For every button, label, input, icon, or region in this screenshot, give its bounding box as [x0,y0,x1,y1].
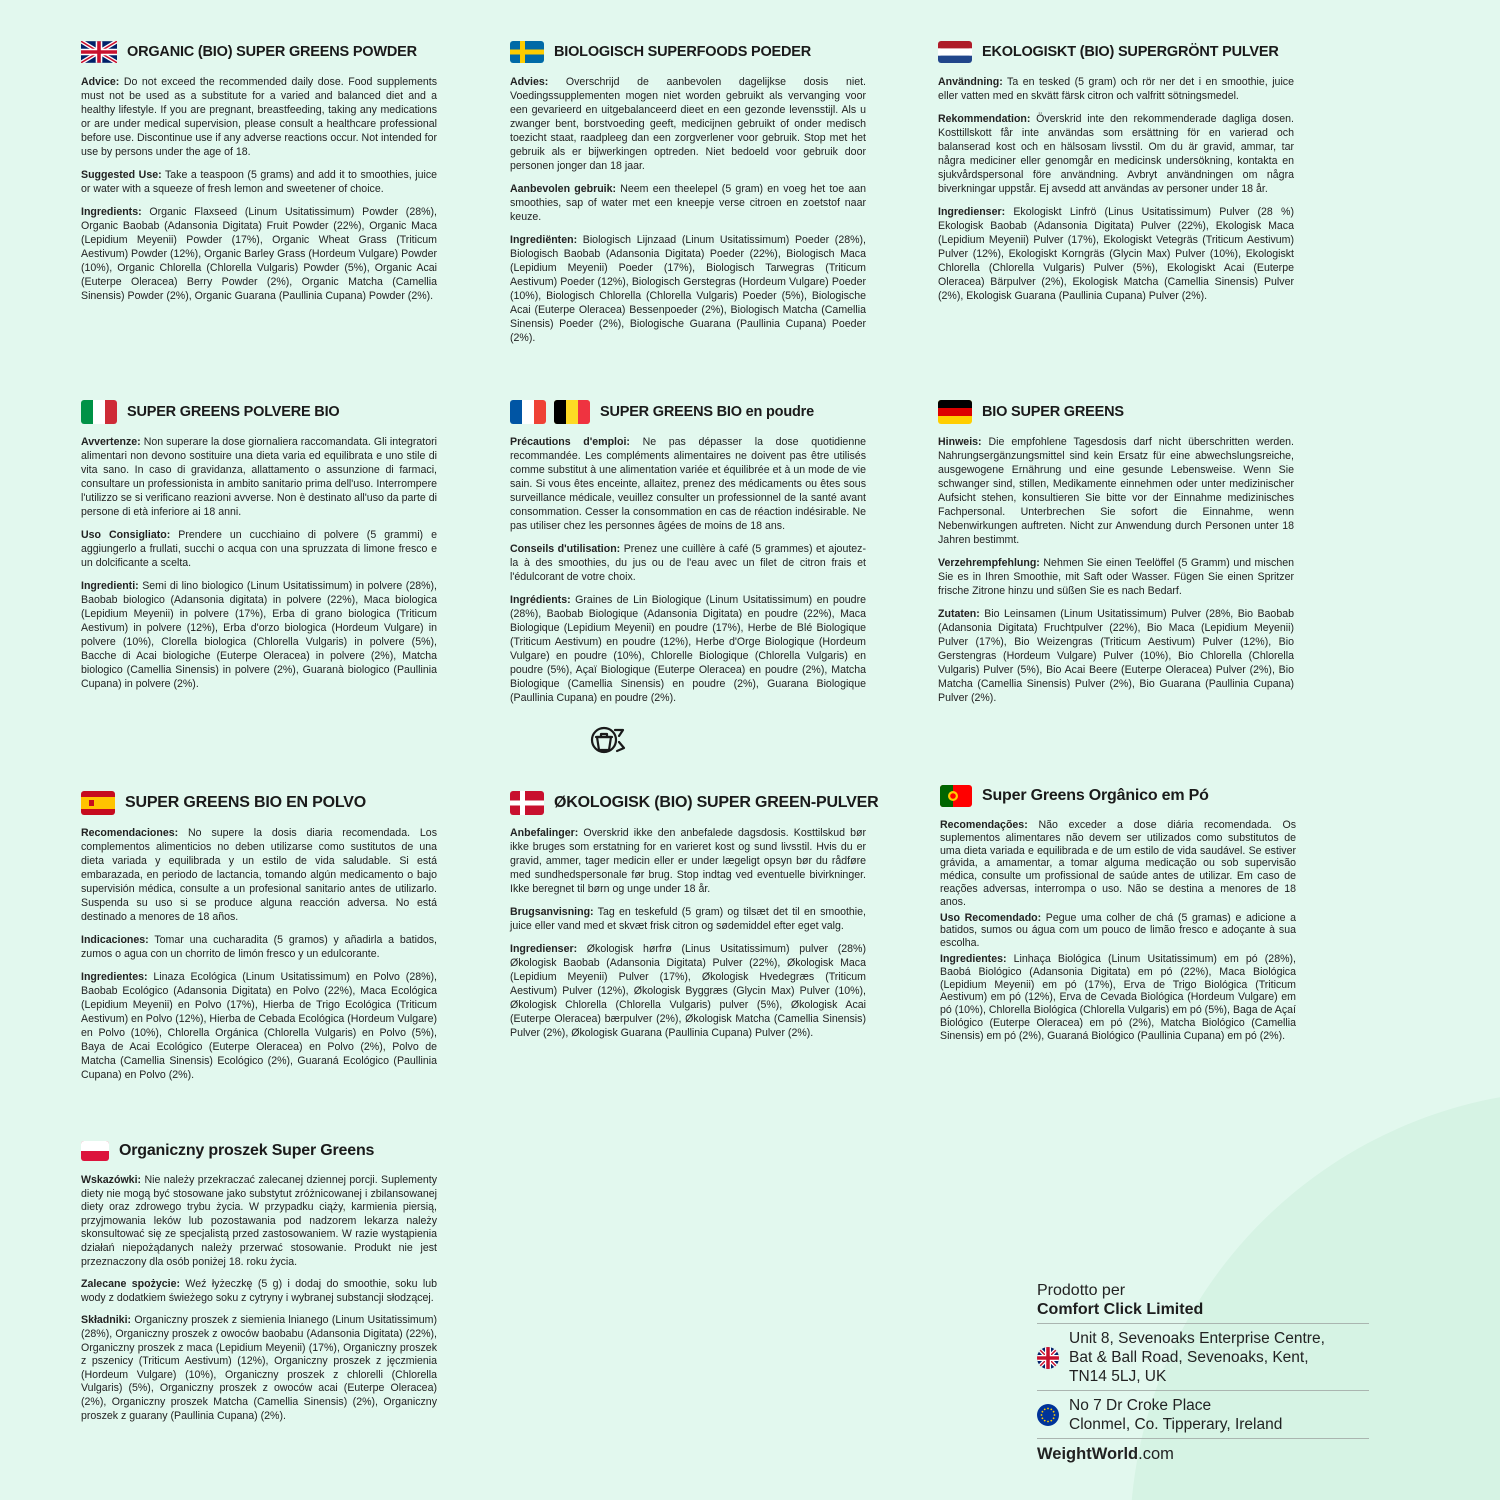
usage-paragraph: Zalecane spożycie: Weź łyżeczkę (5 g) i dodaj do smoothie, soku lub wody z dodatkiem świeżego soku z cytryny i wybranej substancji słodzącej. [81,1278,437,1304]
ingredients-paragraph: Zutaten: Bio Leinsamen (Linum Usitatissimum) Pulver (28%, Bio Baobab (Adansonia Digitata) Fruchtpulver (22%), Bio Maca (Lepidium Meyenii) Pulver (17%), Bio Weizengras (Triticum Aestivum) Pulver (12%), Bio Gerstengras (Hordeum Vulgare) Pulver (10%), Bio Chlorella (Chlorella Vulgaris) Pulver (5%), Bio Acai Beere (Euterpe Oleracea) Pulver (2%), Bio Matcha (Camellia Sinensis) Pulver (2%), Bio Guarana (Paullinia Cupana) Pulver (2%). [938,608,1294,704]
ingredients-paragraph: Ingredienser: Ekologiskt Linfrö (Linus Usitatissimum) Pulver (28 %) Ekologisk Baobab (Adansonia Digitata) Pulver (22%), Ekologisk Maca (Lepidium Meyenii) Pulver (17%), Ekologiskt Vetegräs (Triticum Aestivum) Pulver (12%), Ekologiskt Korngräs (Glycin Max) Pulver (10%), Ekologiskt Chlorella (Chlorella Vulgaris) Pulver (5%), Ekologiskt Acai (Euterpe Oleracea) Bärpulver (2%), Ekologisk Matcha (Camellia Sinensis) Pulver (2%), Ekologisk Guarana (Paullinia Cupana) Pulver (2%). [938,206,1294,302]
section-nl [510,39,866,354]
ingredients-paragraph: Ingredientes: Linaza Ecológica (Linum Usitatissimum) en Polvo (28%), Baobab Ecológico (Adansonia Digitata) en Polvo (22%), Maca Ecológica (Lepidium Meyenii) en Polvo (17%), Hierba de Trigo Ecológica (Triticum Aestivum) en Polvo (12%), Hierba de Cebada Ecológica (Hordeum Vulgare) en Polvo (10%), Chlorella Orgánica (Chlorella Vulgaris) en Polvo (5%), Baya de Acai Ecológico (Euterpe Oleracea) en Polvo (2%), Polvo de Matcha (Camellia Sinensis) Ecológico (2%), Guaraná Ecológico (Paullinia Cupana) en Polvo (2%). [81,971,437,1081]
advice-paragraph: Advice: Do not exceed the recommended daily dose. Food supplements must not be used as a substitute for a varied and balanced diet and a healthy lifestyle. If you are pregnant, breastfeeding, taking any medications or are under medical supervision, please consult a healthcare professional before use. Discontinue use if any adverse reactions occur. Not intended for use by persons under the age of 18. [81,76,437,158]
section-da [510,790,879,1049]
eu-flag-icon [1037,1404,1059,1426]
address-line: Bat & Ball Road, Sevenoaks, Kent, [1069,1349,1309,1366]
belgium-flag-icon [554,400,590,424]
advice-paragraph: Rekommendation: Överskrid inte den rekommenderade dagliga dosen. Kosttillskott får inte användas som ersättning för en varierad och balanserad kost och en hälsosam livsstil. Om du är gravid, ammar, tar några mediciner eller genomgår en medicinsk undersökning, kontakta en sjukvårdspersonal före användning. Avbryt användningen om några biverkningar uppstår. Ej avsedd att användas av personer under 18 år. [938,113,1294,195]
france-flag-icon [510,400,546,424]
ingredients-paragraph: Ingredienti: Semi di lino biologico (Linum Usitatissimum) in polvere (28%), Baobab biologico (Adansonia digitata) in polvere (22%), Maca biologica (Lepidium Meyenii) in polvere (17%), Erba di grano biologica (Triticum Aestivum) in polvere (12%), Erba d'orzo biologica (Hordeum Vulgare) in polvere (10%), Clorella biologica (Chlorella Vulgaris) in polvere (5%), Bacche di Acai biologiche (Euterpe Oleracea) in polvere (2%), Matcha biologico (Camellia Sinensis) in polvere (2%), Guaranà biologico (Paullinia Cupana) in polvere (2%). [81,580,437,690]
section-title: ORGANIC (BIO) SUPER GREENS POWDER [127,44,417,60]
section-header [510,399,866,425]
produced-by-label: Prodotto per [1037,1282,1126,1299]
section-header [510,790,879,816]
advice-paragraph: Wskazówki: Nie należy przekraczać zalecanej dziennej porcji. Suplementy diety nie mogą być stosowane jako substytut zróżnicowanej i zbilansowanej diety oraz zdrowego trybu życia. W przypadku ciąży, karmienia piersią, przyjmowania leków lub pozostawania pod nadzorem lekarza należy skonsultować się ze specjalistą przed zastosowaniem. W razie wystąpienia działań niepożądanych należy przerwać stosowanie. Produkt nie jest przeznaczony dla osób poniżej 18. roku życia. [81,1174,437,1268]
uk-flag-icon [81,41,117,63]
section-es [81,790,437,1091]
advice-paragraph: Hinweis: Die empfohlene Tagesdosis darf nicht überschritten werden. Nahrungsergänzungsmittel sind kein Ersatz für eine abwechslungsreiche, ausgewogene Ernährung und eine gesunde Lebensweise. Wenn Sie schwanger sind, stillen, Medikamente einnehmen oder unter medizinischer Aufsicht stehen, konsultieren Sie bitte vor der Einnahme medizinisches Fachpersonal. Unterbrechen Sie sofort die Einnahme, wenn Nebenwirkungen auftreten. Nicht zur Anwendung durch Personen unter 18 Jahren bestimmt. [938,436,1294,546]
address-line: Clonmel, Co. Tipperary, Ireland [1069,1416,1283,1433]
section-title: SUPER GREENS BIO EN POLVO [125,794,366,811]
section-pt [940,783,1296,1052]
usage-paragraph: Verzehrempfehlung: Nehmen Sie einen Teelöffel (5 Gramm) und mischen Sie es in Ihren Smoothie, mit Saft oder Wasser. Fügen Sie einen Spritzer frische Zitrone hinzu und süßen Sie es nach Bedarf. [938,557,1294,597]
section-header [940,783,1296,809]
ingredients-paragraph: Ingredients: Organic Flaxseed (Linum Usitatissimum) Powder (28%), Organic Baobab (Adansonia Digitata) Fruit Powder (22%), Organic Maca (Lepidium Meyenii) Powder (17%), Organic Wheat Grass (Triticum Aestivum) Powder (12%), Organic Barley Grass (Hordeum Vulgare) Powder (10%), Organic Chlorella (Chlorella Vulgaris) Powder (5%), Organic Acai (Euterpe Oleracea) Berry Powder (2%), Organic Matcha (Camellia Sinensis) Powder (2%), Organic Guarana (Paullinia Cupana) Powder (2%). [81,206,437,302]
manufacturer-footer [1037,1281,1369,1464]
ingredients-paragraph: Składniki: Organiczny proszek z siemienia lnianego (Linum Usitatissimum) (28%), Organiczny proszek z owoców baobabu (Adansonia Digitata) (22%), Organiczny proszek z maca (Lepidium Meyenii) (17%), Organiczny proszek z pszenicy (Triticum Aestivum) (12%), Organiczny proszek z jęczmienia (Hordeum Vulgare) (10%), Organiczny proszek z chlorelli (Chlorella Vulgaris) (5%), Organiczny proszek z owoców acai (Euterpe Oleracea) (2%), Organiczny proszek Matcha (Camellia Sinensis) (2%), Organiczny proszek z guarany (Paullinia Cupana) (2%). [81,1314,437,1422]
address-line: No 7 Dr Croke Place [1069,1397,1212,1414]
address-line: TN14 5LJ, UK [1069,1368,1167,1385]
usage-paragraph: Uso Consigliato: Prendere un cucchiaino di polvere (5 grammi) e aggiungerlo a frullati, succhi o acqua con una spruzzata di limone fresco e un dolcificante a scelta. [81,529,437,569]
website-link[interactable]: WeightWorld.com [1037,1438,1369,1464]
usage-paragraph: Aanbevolen gebruik: Neem een theelepel (5 gram) en voeg het toe aan smoothies, sap of water met een kneepje verse citroen en zoetstof naar keuze. [510,183,866,223]
italy-flag-icon [81,400,117,424]
germany-flag-icon [938,400,972,424]
usage-paragraph: Brugsanvisning: Tag en teskefuld (5 gram) og tilsæt det til en smoothie, juice eller vand med et skvæt frisk citron og sødemiddel efter eget valg. [510,906,866,932]
company-name: Comfort Click Limited [1037,1301,1204,1318]
advice-paragraph: Recomendações: Não exceder a dose diária recomendada. Os suplementos alimentares não devem ser utilizados como substitutos de uma dieta variada e equilibrada e de um estilo de vida saudável. Se estiver grávida, a amamentar, a tomar alguma medicação ou sob supervisão médica, consulte um profissional de saúde antes de utilizar. Em caso de reações adversas, interrompa o uso. Não se destina a menores de 18 anos. [940,819,1296,908]
usage-paragraph: Suggested Use: Take a teaspoon (5 grams) and add it to smoothies, juice or water with a squeeze of fresh lemon and sweetener of choice. [81,169,438,195]
section-header [81,39,437,65]
section-it [81,399,437,700]
section-title: BIOLOGISCH SUPERFOODS POEDER [554,44,812,60]
section-header [938,399,1294,425]
recycle-bin-icon [590,724,626,763]
section-sv [938,39,1294,312]
section-header [81,1138,437,1164]
section-en [81,39,437,312]
ingredients-paragraph: Ingredientes: Linhaça Biológica (Linum Usitatissimum) em pó (28%), Baobá Biológico (Adansonia Digitata) em pó (22%), Maca Biológica (Lepidium Meyenii) em pó (17%), Erva de Trigo Biológica (Triticum Aestivum) em pó (12%), Erva de Cevada Biológica (Hordeum Vulgare) em pó (10%), Chlorella Biológica (Chlorella Vulgaris) em pó (5%), Baga de Açaí Biológico (Euterpe Oleracea) em pó (2%), Matcha Biológico (Camellia Sinensis) em pó (2%), Guaraná Biológico (Paullinia Cupana) em pó (2%). [940,952,1296,1042]
section-title: Super Greens Orgânico em Pó [982,787,1209,804]
uk-round-flag-icon [1037,1347,1059,1369]
usage-paragraph: Användning: Ta en tesked (5 gram) och rör ner det i en smoothie, juice eller vatten med en skvätt färsk citron och valfritt sötningsmedel. [938,76,1294,102]
section-pl [81,1138,437,1432]
section-title: BIO SUPER GREENS [982,404,1124,420]
section-title: SUPER GREENS POLVERE BIO [127,404,340,420]
advice-paragraph: Avvertenze: Non superare la dose giornaliera raccomandata. Gli integratori alimentari non devono sostituire una dieta varia ed equilibrata e uno stile di vita sano. In caso di gravidanza, allattamento o assunzione di farmaci, consultare un professionista in ambito sanitario prima dell'uso. Interrompere l'utilizzo se si verificano reazioni avverse. Non è destinato all'uso da parte di persone di età inferiore ai 18 anni. [81,436,437,518]
advice-paragraph: Advies: Overschrijd de aanbevolen dagelijkse dosis niet. Voedingssupplementen mogen niet worden gebruikt als vervanging voor een gevarieerd en uitgebalanceerd dieet en een gezonde levensstijl. Als u zwanger bent, borstvoeding geeft, medicijnen gebruikt of onder medisch toezicht staat, raadpleeg dan een zorgverlener voor gebruik. Stop met het gebruik als er bijwerkingen optreden. Niet bedoeld voor gebruik door personen jonger dan 18 jaar. [510,76,866,172]
ingredients-paragraph: Ingredienser: Økologisk hørfrø (Linus Usitatissimum) pulver (28%) Økologisk Baobab (Adansonia Digitata) Pulver (22%), Økologisk Maca (Lepidium Meyenii) Pulver (17%), Økologisk Hvedegræs (Triticum Aestivum) Pulver (12%), Økologisk Byggræs (Glycin Max) Pulver (10%), Økologisk Chlorella (Chlorella Vulgaris) pulver (5%), Økologisk Acai (Euterpe Oleracea) bærpulver (2%), Økologisk Matcha (Camellia Sinensis) Pulver (2%), Økologisk Guarana (Paullinia Cupana) Pulver (2%). [510,943,866,1039]
usage-paragraph: Indicaciones: Tomar una cucharadita (5 gramos) y añadirla a batidos, zumos o agua con un chorrito de limón fresco y un edulcorante. [81,934,437,960]
section-header [510,39,866,65]
address-line: Unit 8, Sevenoaks Enterprise Centre, [1069,1330,1325,1347]
eu-address [1037,1390,1369,1438]
section-title: ØKOLOGISK (BIO) SUPER GREEN-PULVER [554,794,879,811]
ingredients-paragraph: Ingrédients: Graines de Lin Biologique (Linum Usitatissimum) en poudre (28%), Baobab Biologique (Adansonia Digitata) en poudre (22%), Maca Biologique (Lepidium Meyenii) en poudre (17%), Herbe de Blé Biologique (Triticum Aestivum) en poudre (12%), Herbe d'Orge Biologique (Hordeum Vulgare) en poudre (10%), Chlorelle Biologique (Chlorella Vulgaris) en poudre (5%), Açaï Biologique (Euterpe Oleracea) en poudre (2%), Matcha Biologique (Camellia Sinensis) en poudre (2%), Guarana Biologique (Paullinia Cupana) en poudre (2%). [510,594,866,704]
advice-paragraph: Recomendaciones: No supere la dosis diaria recomendada. Los complementos alimenticios no deben utilizarse como sustitutos de una dieta variada y equilibrada y un estilo de vida saludable. Si está embarazada, en periodo de lactancia, tomando algún medicamento o bajo supervisión médica, consulte a un profesional sanitario antes de utilizarlo. Suspenda su uso si se produce alguna reacción adversa. No está destinado a menores de 18 años. [81,827,437,923]
advice-paragraph: Anbefalinger: Overskrid ikke den anbefalede dagsdosis. Kosttilskud bør ikke bruges som erstatning for en varieret kost og sund livsstil. Hvis du er gravid, ammer, tager medicin eller er under lægeligt opsyn bør du rådføre med sundhedspersonale før brug. Stop indtag ved eventuelle bivirkninger. Ikke beregnet til børn og unge under 18 år. [510,827,866,895]
netherlands-flag-icon [938,41,972,63]
section-fr [510,399,866,714]
section-title: Organiczny proszek Super Greens [119,1142,375,1159]
section-header [81,399,437,425]
sweden-flag-icon [510,41,544,63]
section-header [81,790,437,816]
section-header [938,39,1294,65]
section-de [938,399,1294,714]
section-title: EKOLOGISKT (BIO) SUPERGRÖNT PULVER [982,44,1279,60]
denmark-flag-icon [510,791,544,815]
uk-address [1037,1323,1369,1390]
ingredients-paragraph: Ingrediënten: Biologisch Lijnzaad (Linum Usitatissimum) Poeder (28%), Biologisch Baobab (Adansonia Digitata) Poeder (22%), Biologisch Maca (Lepidium Meyenii) Poeder (17%), Biologisch Tarwegras (Triticum Aestivum) Poeder (12%), Biologisch Gerstegras (Hordeum Vulgare) Poeder (10%), Biologisch Chlorella (Chlorella Vulgaris) Poeder (5%), Biologische Acai (Euterpe Oleracea) Bessenpoeder (2%), Biologisch Matcha (Camellia Sinensis) Poeder (2%), Biologische Guarana (Paullinia Cupana) Poeder (2%). [510,234,866,344]
usage-paragraph: Conseils d'utilisation: Prenez une cuillère à café (5 grammes) et ajoutez-la à des smoothies, du jus ou de l'eau avec un filet de citron frais et l'édulcorant de votre choix. [510,543,866,583]
advice-paragraph: Précautions d'emploi: Ne pas dépasser la dose quotidienne recommandée. Les compléments alimentaires ne doivent pas être utilisés comme substitut à une alimentation variée et équilibrée et à un mode de vie sain. Si vous êtes enceinte, allaitez, prenez des médicaments ou êtes sous surveillance médicale, veuillez consulter un professionnel de la santé avant consommation. Cesser la consommation en cas de réaction indésirable. Ne pas utiliser chez les personnes âgées de moins de 18 ans. [510,436,866,532]
section-title: SUPER GREENS BIO en poudre [600,404,814,420]
spain-flag-icon [81,791,115,815]
poland-flag-icon [81,1141,109,1161]
portugal-flag-icon [940,785,972,807]
usage-paragraph: Uso Recomendado: Pegue uma colher de chá (5 gramas) e adicione a batidos, sumos ou água com um pouco de limão fresco e adoçante à sua escolha. [940,911,1296,950]
